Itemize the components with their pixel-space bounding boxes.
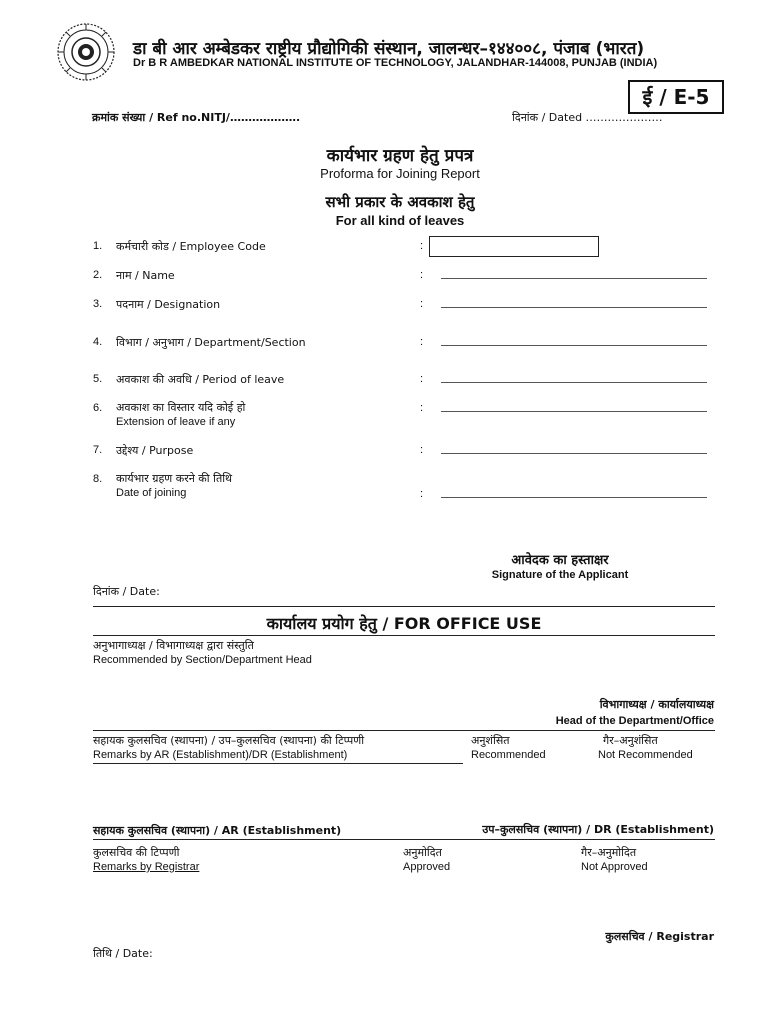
field-colon: : bbox=[420, 240, 424, 252]
field-colon: : bbox=[420, 336, 424, 348]
recommendation-label-hindi: अनुभागाध्यक्ष / विभागाध्यक्ष द्वारा संस्तुति bbox=[93, 639, 254, 652]
joining-date-input-line[interactable] bbox=[441, 487, 707, 498]
applicant-signature-english: Signature of the Applicant bbox=[491, 569, 629, 581]
designation-input-line[interactable] bbox=[441, 297, 707, 308]
field-number: 6. bbox=[93, 402, 103, 414]
purpose-input-line[interactable] bbox=[441, 443, 707, 454]
field-label: नाम / Name bbox=[116, 269, 175, 282]
field-label: उद्देश्य / Purpose bbox=[116, 444, 194, 457]
ref-number: क्रमांक संख्या / Ref no.NITJ/………………. bbox=[92, 111, 301, 124]
field-number: 5. bbox=[93, 373, 103, 385]
office-use-heading: कार्यालय प्रयोग हेतु / FOR OFFICE USE bbox=[266, 614, 542, 633]
registrar-remarks-hindi: कुलसचिव की टिप्पणी bbox=[93, 846, 180, 859]
field-colon: : bbox=[420, 269, 424, 281]
field-colon: : bbox=[420, 402, 424, 414]
department-input-line[interactable] bbox=[441, 335, 707, 346]
ar-establishment-signature: सहायक कुलसचिव (स्थापना) / AR (Establishment) bbox=[93, 824, 342, 837]
office-use-bottom-rule bbox=[93, 635, 715, 636]
field-number: 7. bbox=[93, 444, 103, 456]
registrar-remarks-english: Remarks by Registrar bbox=[93, 861, 200, 873]
ar-remarks-underline bbox=[93, 763, 463, 764]
field-colon: : bbox=[420, 444, 424, 456]
name-input-line[interactable] bbox=[441, 268, 707, 279]
hod-rule bbox=[93, 730, 715, 731]
signature-rule bbox=[93, 839, 715, 840]
field-label: कर्मचारी कोड / Employee Code bbox=[116, 240, 266, 253]
field-label: अवकाश की अवधि / Period of leave bbox=[116, 373, 285, 386]
not-approved-option-english[interactable]: Not Approved bbox=[581, 861, 648, 873]
recommendation-label-english: Recommended by Section/Department Head bbox=[93, 654, 312, 666]
office-date: तिथि / Date: bbox=[93, 947, 153, 960]
institute-title-english: Dr B R AMBEDKAR NATIONAL INSTITUTE OF TECHNOLOGY, JALANDHAR-144008, PUNJAB (INDIA) bbox=[133, 57, 658, 69]
institute-logo bbox=[56, 22, 116, 82]
field-label: अवकाश का विस्तार यदि कोई हो bbox=[116, 401, 246, 414]
institute-title-hindi: डा बी आर अम्बेडकर राष्ट्रीय प्रौद्योगिकी संस्थान, जालन्धर–१४४००८, पंजाब (भारत) bbox=[133, 39, 645, 59]
employee-code-input[interactable] bbox=[429, 236, 599, 257]
form-code-box: ई / E-5 bbox=[628, 80, 724, 114]
form-title-english: Proforma for Joining Report bbox=[320, 166, 480, 181]
dr-establishment-signature: उप–कुलसचिव (स्थापना) / DR (Establishment) bbox=[482, 823, 714, 836]
leave-period-input-line[interactable] bbox=[441, 372, 707, 383]
ar-remarks-label-english: Remarks by AR (Establishment)/DR (Establishment) bbox=[93, 749, 348, 761]
field-number: 8. bbox=[93, 473, 103, 485]
not-recommended-option-hindi[interactable]: गैर–अनुशंसित bbox=[603, 734, 658, 747]
applicant-signature-hindi: आवेदक का हस्ताक्षर bbox=[511, 553, 609, 568]
hod-signature-english: Head of the Department/Office bbox=[555, 715, 714, 727]
field-colon: : bbox=[420, 488, 424, 500]
field-label: विभाग / अनुभाग / Department/Section bbox=[116, 336, 306, 349]
field-label: कार्यभार ग्रहण करने की तिथि bbox=[116, 472, 233, 485]
field-label-english: Extension of leave if any bbox=[116, 416, 236, 428]
leave-extension-input-line[interactable] bbox=[441, 401, 707, 412]
recommended-option-english[interactable]: Recommended bbox=[471, 749, 546, 761]
field-colon: : bbox=[420, 373, 424, 385]
office-use-top-rule bbox=[93, 606, 715, 607]
approved-option-hindi[interactable]: अनुमोदित bbox=[403, 846, 442, 859]
form-title-hindi: कार्यभार ग्रहण हेतु प्रपत्र bbox=[326, 146, 474, 166]
field-number: 3. bbox=[93, 298, 103, 310]
field-number: 4. bbox=[93, 336, 103, 348]
applicant-date: दिनांक / Date: bbox=[93, 585, 160, 598]
field-number: 1. bbox=[93, 240, 103, 252]
not-recommended-option-english[interactable]: Not Recommended bbox=[598, 749, 693, 761]
field-label-english: Date of joining bbox=[116, 487, 187, 499]
form-subtitle-hindi: सभी प्रकार के अवकाश हेतु bbox=[325, 193, 475, 211]
ar-remarks-label-hindi: सहायक कुलसचिव (स्थापना) / उप–कुलसचिव (स्थापना) की टिप्पणी bbox=[93, 734, 365, 747]
not-approved-option-hindi[interactable]: गैर–अनुमोदित bbox=[581, 846, 637, 859]
field-number: 2. bbox=[93, 269, 103, 281]
registrar-signature: कुलसचिव / Registrar bbox=[605, 930, 714, 943]
field-label: पदनाम / Designation bbox=[116, 298, 221, 311]
form-subtitle-english: For all kind of leaves bbox=[335, 213, 465, 228]
approved-option-english[interactable]: Approved bbox=[403, 861, 451, 873]
field-colon: : bbox=[420, 298, 424, 310]
dated: दिनांक / Dated ………………… bbox=[512, 111, 663, 124]
recommended-option-hindi[interactable]: अनुशंसित bbox=[471, 734, 510, 747]
hod-signature-hindi: विभागाध्यक्ष / कार्यालयाध्यक्ष bbox=[599, 698, 714, 711]
